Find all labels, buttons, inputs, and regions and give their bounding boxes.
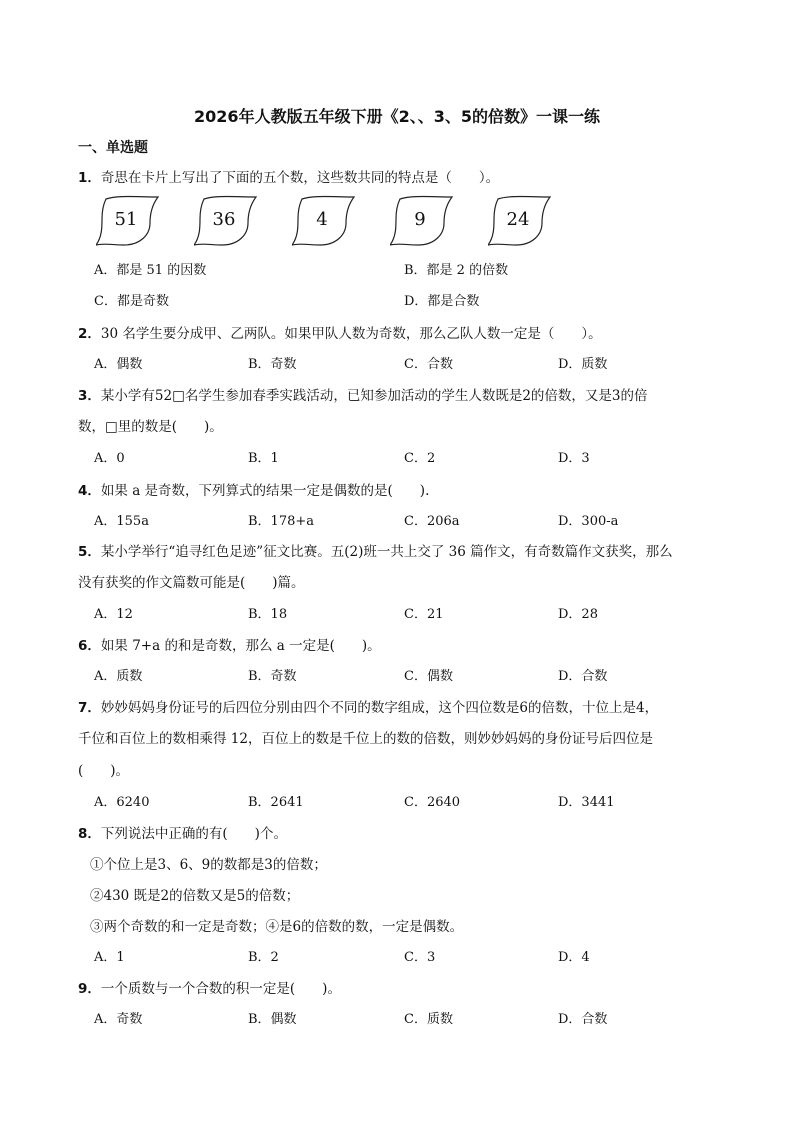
question-number: 8． [78,826,101,842]
question-text: 奇思在卡片上写出了下面的五个数，这些数共同的特点是（ ）。 [100,170,500,186]
option-a[interactable]: A．0 [94,451,125,466]
option-d[interactable]: D．4 [558,950,590,965]
option-d[interactable]: D．3441 [558,795,615,810]
question-7 [78,696,658,716]
option-c[interactable]: C．都是奇数 [94,294,169,309]
question-text: 某小学举行“追寻红色足迹”征文比赛。五(2)班一共上交了 36 篇作文，有奇数篇作文获奖，那么 [100,544,673,560]
number-card [488,195,552,247]
option-d[interactable]: D．质数 [558,357,608,372]
question-text: 某小学有52□名学生参加春季实践活动，已知参加活动的学生人数既是2的倍数，又是3的倍 [100,388,648,404]
question-number: 4． [78,483,101,499]
statement-3-4: ③两个奇数的和一定是奇数；④是6的倍数的数，一定是偶数。 [90,919,464,935]
question-number: 9． [78,981,101,997]
question-4 [78,479,429,499]
card-number: 4 [316,209,328,230]
question-3-continued: 数，□里的数是( )。 [78,419,223,435]
option-b[interactable]: B．2641 [248,795,304,810]
question-number: 5． [78,544,101,560]
question-2 [78,322,602,342]
option-d[interactable]: D．3 [558,451,590,466]
option-b[interactable]: B．1 [248,451,279,466]
option-b[interactable]: B．奇数 [248,357,297,372]
question-1 [78,166,499,186]
option-c[interactable]: C．2 [404,451,436,466]
option-a[interactable]: A．质数 [94,669,143,684]
option-d[interactable]: D．28 [558,607,598,622]
number-card [390,195,454,247]
question-number: 6． [78,638,101,654]
option-b[interactable]: B．都是 2 的倍数 [404,263,509,278]
option-b[interactable]: B．178+a [248,514,315,529]
statement-2: ②430 既是2的倍数又是5的倍数； [90,888,300,904]
option-d[interactable]: D．都是合数 [404,294,480,309]
question-9 [78,977,341,997]
option-c[interactable]: C．质数 [404,1012,453,1027]
number-card [292,195,356,247]
option-a[interactable]: A．1 [94,950,125,965]
option-a[interactable]: A．奇数 [94,1012,143,1027]
option-c[interactable]: C．偶数 [404,669,453,684]
question-5-continued: 没有获奖的作文篇数可能是( )篇。 [78,575,305,591]
option-a[interactable]: A．都是 51 的因数 [94,263,207,278]
option-d[interactable]: D．合数 [558,669,608,684]
question-text: 下列说法中正确的有( )个。 [100,826,287,842]
card-number: 36 [212,209,236,230]
option-a[interactable]: A．偶数 [94,357,143,372]
question-8 [78,822,287,842]
question-number: 1． [78,170,101,186]
card-number: 9 [414,209,426,230]
question-7-continued: 千位和百位上的数相乘得 12，百位上的数是千位上的数的倍数，则妙妙妈妈的身份证号后四位是 [78,731,653,747]
question-6 [78,634,381,654]
option-c[interactable]: C．合数 [404,357,453,372]
option-b[interactable]: B．奇数 [248,669,297,684]
option-b[interactable]: B．18 [248,607,288,622]
option-a[interactable]: A．155a [94,514,149,529]
question-text: 30 名学生要分成甲、乙两队。如果甲队人数为奇数，那么乙队人数一定是（ ）。 [100,326,602,342]
option-d[interactable]: D．合数 [558,1012,608,1027]
option-b[interactable]: B．偶数 [248,1012,297,1027]
question-text: 妙妙妈妈身份证号的后四位分别由四个不同的数字组成，这个四位数是6的倍数，十位上是4， [100,700,659,716]
card-number: 51 [114,209,138,230]
question-text: 如果 a 是奇数，下列算式的结果一定是偶数的是( ). [100,483,430,499]
option-d[interactable]: D．300-a [558,514,619,529]
option-c[interactable]: C．21 [404,607,444,622]
option-a[interactable]: A．6240 [94,795,150,810]
page-title: 2026年人教版五年级下册《2、、3、5的倍数》一课一练 [194,107,600,126]
question-7-continued: ( )。 [78,763,130,779]
question-number: 7． [78,700,101,716]
question-text: 如果 7+a 的和是奇数，那么 a 一定是( )。 [100,638,381,654]
option-c[interactable]: C．206a [404,514,460,529]
question-3 [78,384,648,404]
option-c[interactable]: C．3 [404,950,436,965]
question-number: 2． [78,326,101,342]
number-card [194,195,258,247]
question-number: 3． [78,388,101,404]
number-card [96,195,160,247]
statement-1: ①个位上是3、6、9的数都是3的倍数； [90,857,327,873]
option-c[interactable]: C．2640 [404,795,461,810]
option-b[interactable]: B．2 [248,950,279,965]
section-heading: 一、单选题 [78,140,148,156]
question-5 [78,540,673,560]
option-a[interactable]: A．12 [94,607,133,622]
card-number: 24 [506,209,530,230]
question-text: 一个质数与一个合数的积一定是( )。 [100,981,341,997]
